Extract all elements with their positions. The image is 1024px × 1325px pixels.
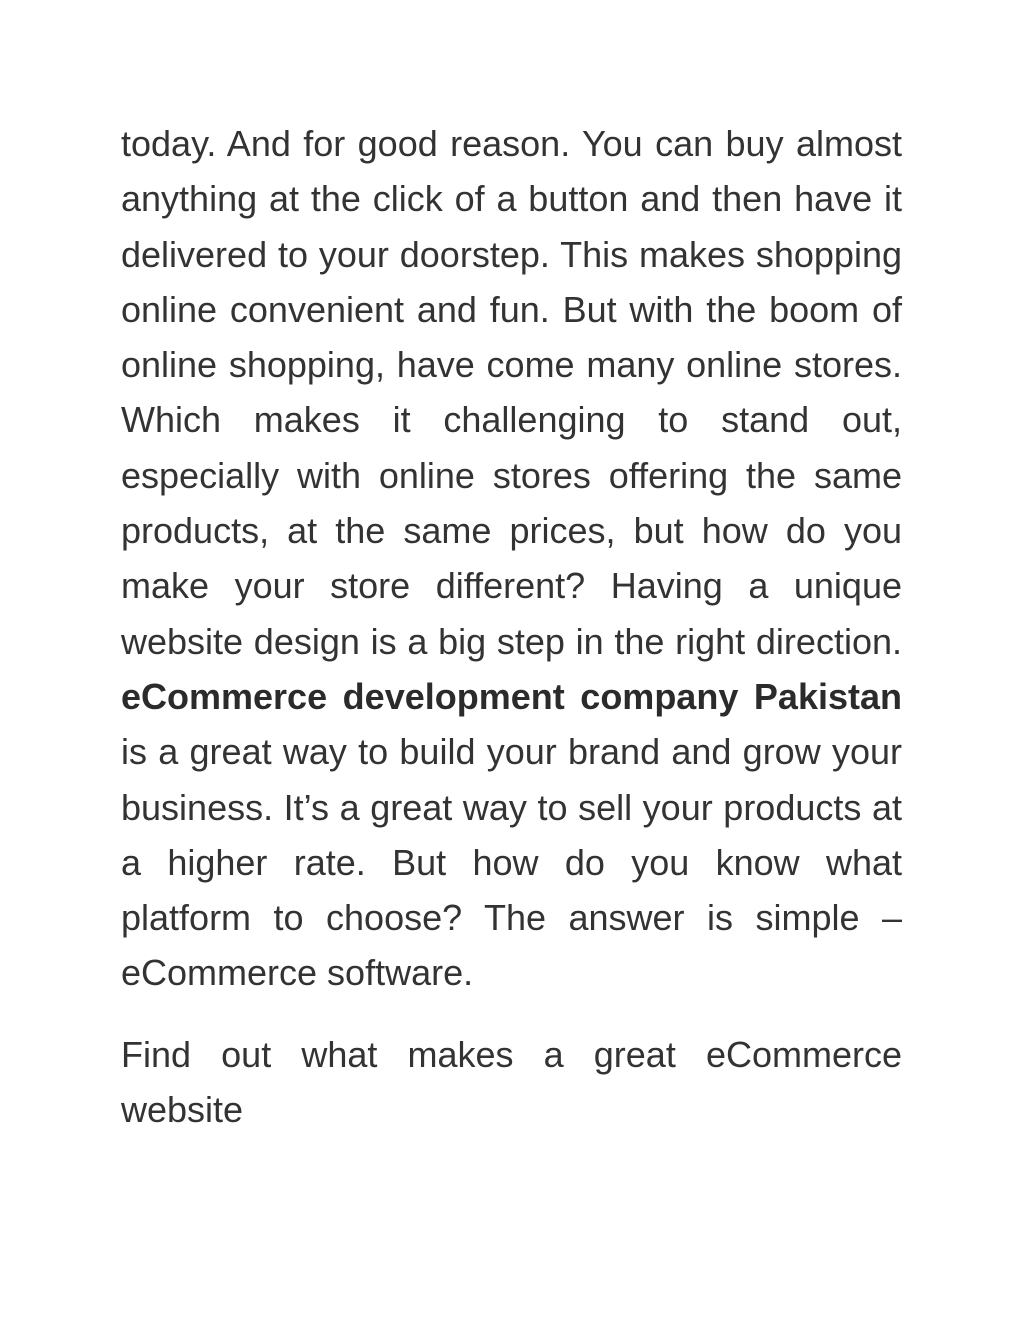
paragraph-intro-text: today. And for good reason. You can buy almost anything at the click of a button and then have it delivered to your doorstep. This makes shopping online convenient and fun. But with the boom of online shopping, have come many online stores. Which makes it challenging to stand out, especially with online stores offering the same products, at the same prices, but how do you make your store different? Having a unique website design is a big step in the right direction. bbox=[121, 123, 902, 662]
paragraph-find-out bbox=[121, 1027, 902, 1138]
paragraph-outro-text: is a great way to build your brand and grow your business. It’s a great way to sell your products at a higher rate. But how do you know what platform to choose? The answer is simple – eCommerce software. bbox=[121, 731, 902, 994]
document-page bbox=[121, 116, 902, 1137]
paragraph-find-out-text: Find out what makes a great eCommerce website bbox=[121, 1033, 902, 1131]
ecommerce-development-company-link[interactable]: eCommerce development company Pakistan bbox=[121, 675, 902, 717]
paragraph-ecommerce-intro bbox=[121, 116, 902, 1001]
